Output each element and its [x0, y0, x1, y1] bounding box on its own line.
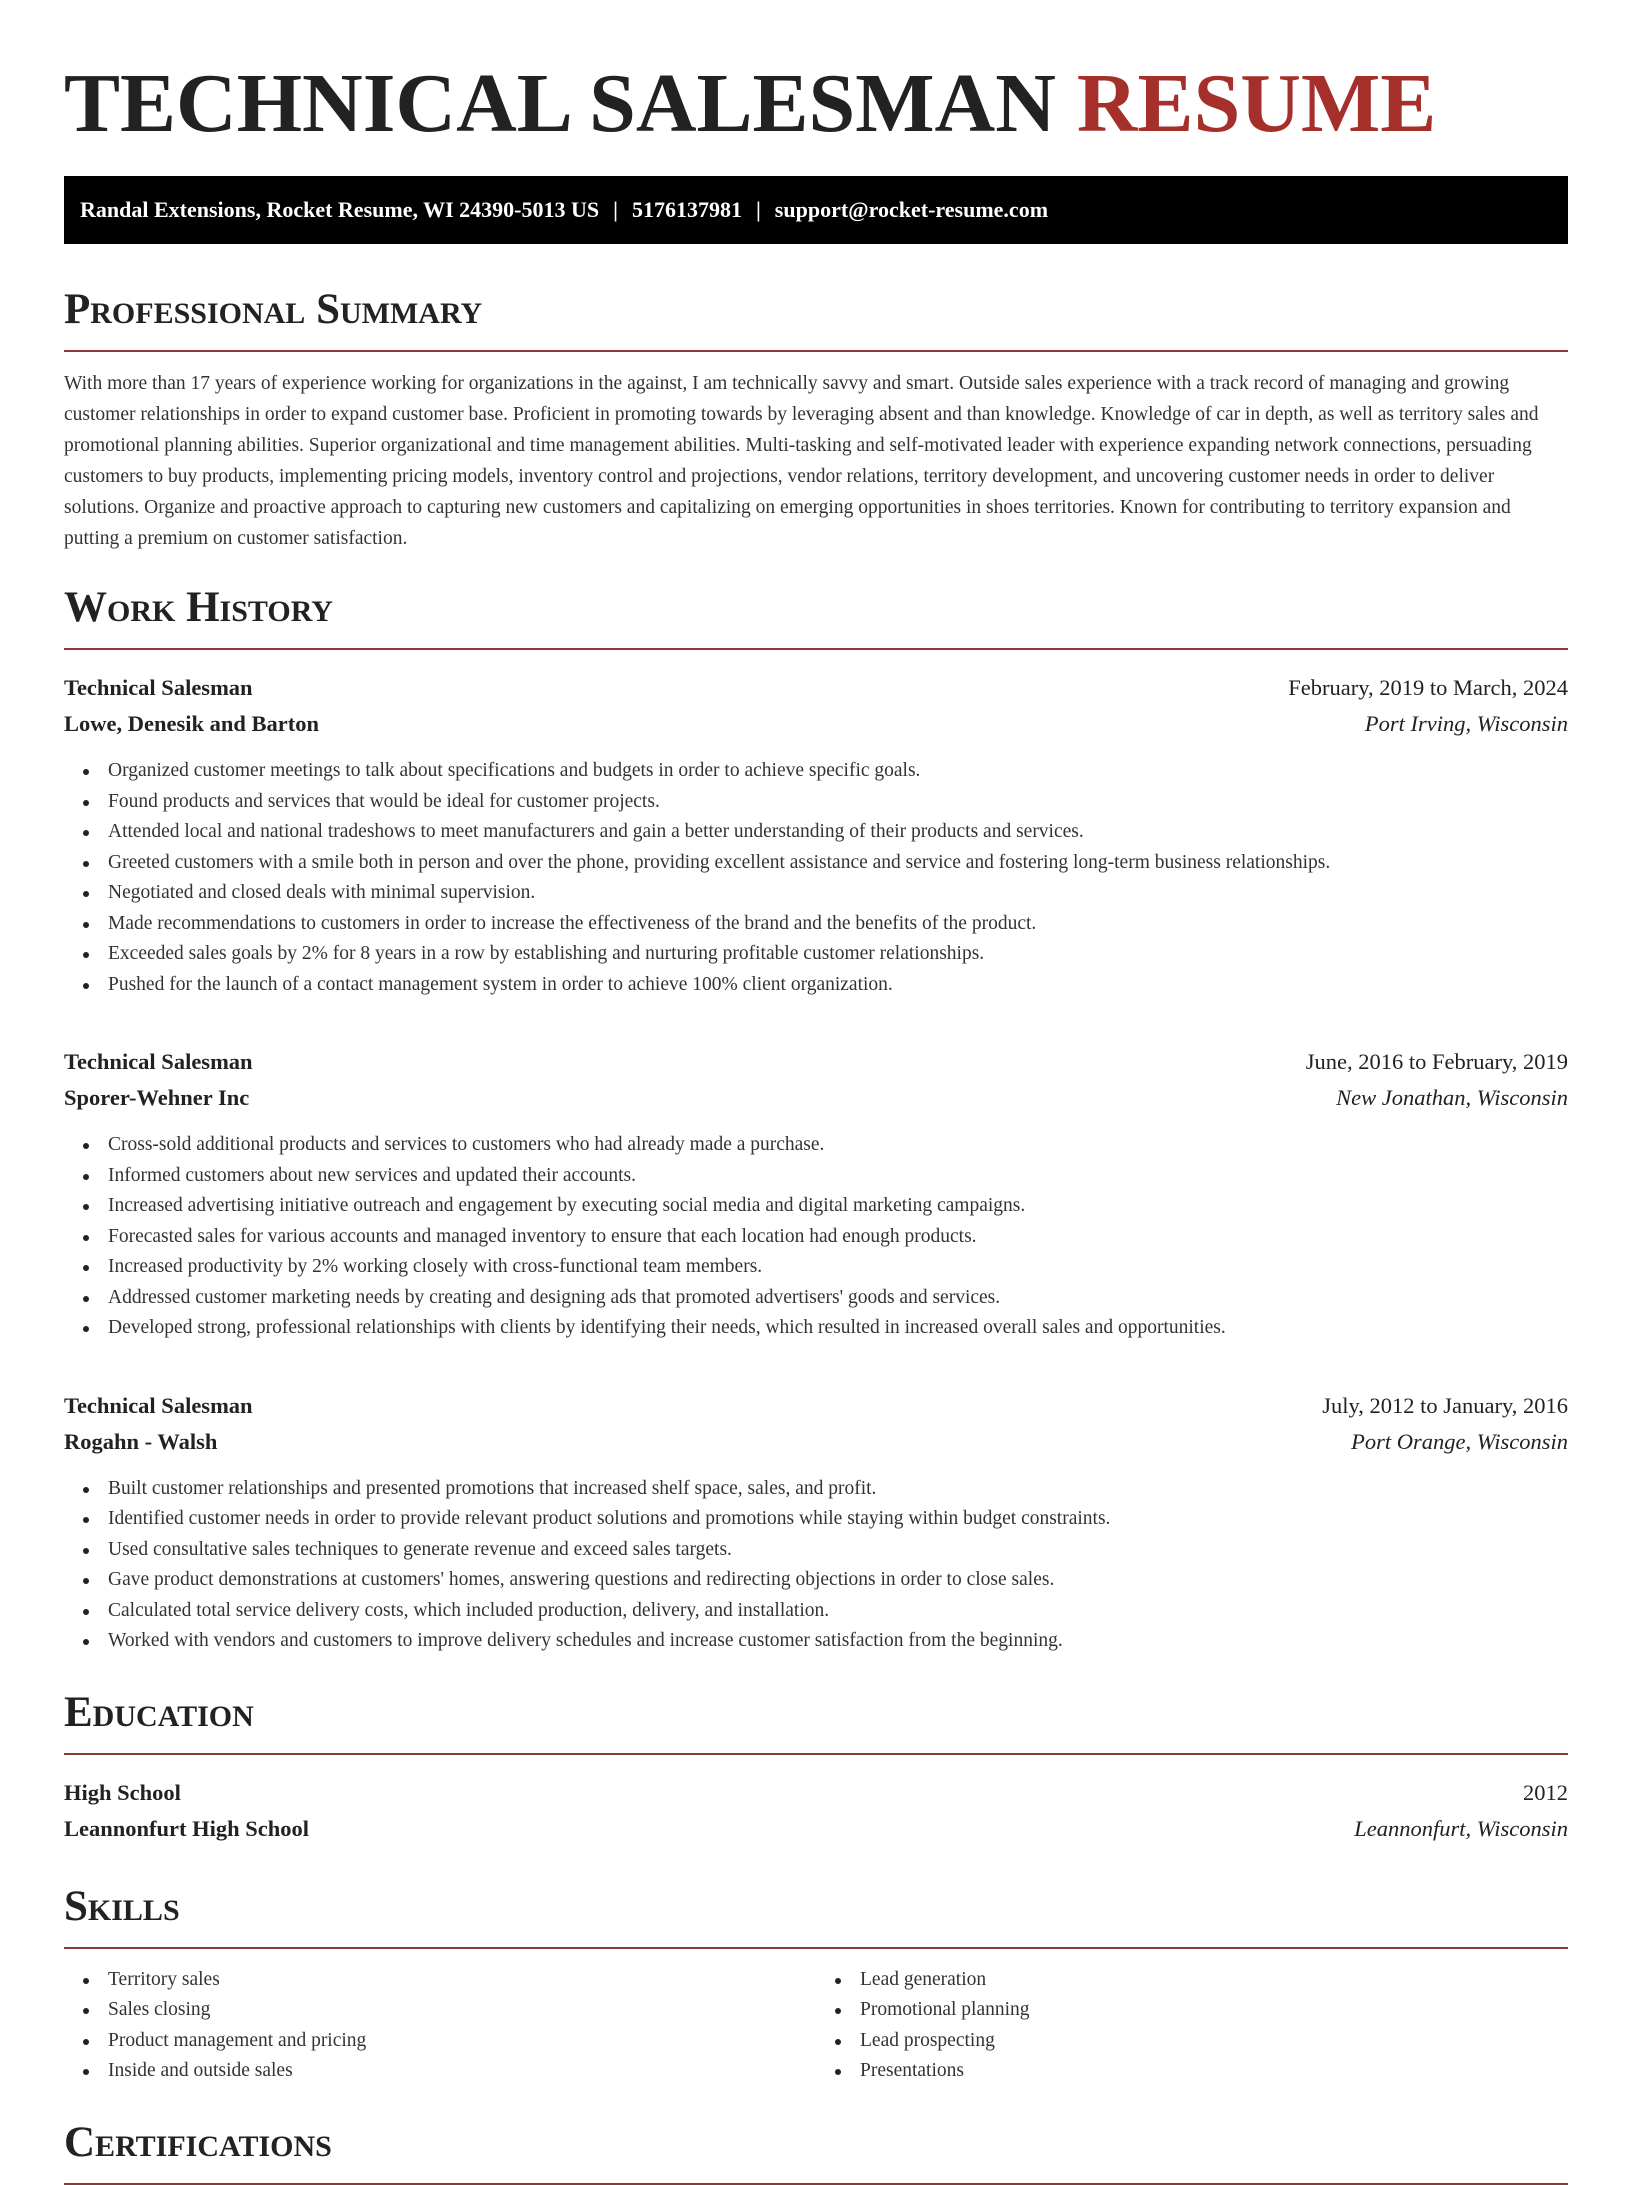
education-school: Leannonfurt High School: [64, 1815, 310, 1841]
job-bullets: [64, 1474, 1568, 1657]
list-item: Developed strong, professional relationships with clients by identifying their needs, which resulted in increased overall sales and opportunities.: [64, 1313, 1568, 1344]
job-header-row: [64, 1388, 1568, 1424]
list-item: Addressed customer marketing needs by creating and designing ads that promoted advertisers' goods and services.: [64, 1283, 1568, 1314]
education-header-row: [64, 1775, 1568, 1811]
job-header-row: [64, 1044, 1568, 1080]
job-company-row: [64, 1080, 1568, 1116]
summary-text: With more than 17 years of experience working for organizations in the against, I am technically savvy and smart. Outside sales experience with a track record of managing and growing customer relationships in order to expand customer base. Proficient in promoting towards by leveraging absent and than knowledge. Knowledge of car in depth, as well as territory sales and promotional planning abilities. Superior organizational and time management abilities. Multi-tasking and self-motivated leader with experience expanding network connections, persuading customers to buy products, implementing pricing models, inventory control and projections, vendor relations, territory development, and uncovering customer needs in order to deliver solutions. Organize and proactive approach to capturing new customers and capitalizing on emerging opportunities in shoes territories. Known for contributing to territory expansion and putting a premium on customer satisfaction.: [64, 373, 1539, 549]
title-accent: RESUME: [1076, 57, 1437, 150]
job-dates: February, 2019 to March, 2024: [1288, 675, 1568, 700]
list-item: Built customer relationships and presented promotions that increased shelf space, sales, and profit.: [64, 1474, 1568, 1505]
contact-phone: 5176137981: [631, 197, 742, 222]
job-location: Port Irving, Wisconsin: [1364, 711, 1568, 736]
job-entry: [64, 1044, 1568, 1344]
contact-separator: |: [613, 197, 618, 222]
list-item: Attended local and national tradeshows to meet manufacturers and gain a better understanding of their products and services.: [64, 817, 1568, 848]
contact-address: Randal Extensions, Rocket Resume, WI 24390-5013 US: [80, 197, 600, 222]
skills-list: [64, 1965, 1568, 2087]
job-company: Sporer-Wehner Inc: [64, 1085, 250, 1110]
skill-item: Territory sales: [64, 1965, 816, 1996]
job-company-row: [64, 1424, 1568, 1460]
skill-item: Inside and outside sales: [64, 2056, 816, 2087]
page-title: [64, 0, 1568, 154]
skills-heading: Skills: [64, 1881, 1568, 1949]
education-location: Leannonfurt, Wisconsin: [1354, 1815, 1568, 1841]
list-item: Increased productivity by 2% working closely with cross-functional team members.: [64, 1252, 1568, 1283]
list-item: Organized customer meetings to talk about specifications and budgets in order to achieve specific goals.: [64, 756, 1568, 787]
job-title: Technical Salesman: [64, 1049, 253, 1074]
skills-column-right: [816, 1965, 1568, 2087]
education-heading: Education: [64, 1687, 1568, 1755]
list-item: Exceeded sales goals by 2% for 8 years in a row by establishing and nurturing profitable customer relationships.: [64, 939, 1568, 970]
job-entry: [64, 1388, 1568, 1657]
list-item: Pushed for the launch of a contact management system in order to achieve 100% client organization.: [64, 970, 1568, 1001]
job-company: Lowe, Denesik and Barton: [64, 711, 320, 736]
list-item: Worked with vendors and customers to improve delivery schedules and increase customer satisfaction from the beginning.: [64, 1626, 1568, 1657]
list-item: Calculated total service delivery costs, which included production, delivery, and installation.: [64, 1596, 1568, 1627]
list-item: Cross-sold additional products and services to customers who had already made a purchase.: [64, 1130, 1568, 1161]
certifications-heading: Certifications: [64, 2117, 1568, 2185]
education-year: 2012: [1523, 1779, 1568, 1805]
job-title: Technical Salesman: [64, 1392, 253, 1418]
list-item: Identified customer needs in order to provide relevant product solutions and promotions while staying within budget constraints.: [64, 1504, 1568, 1535]
skill-item: Sales closing: [64, 1995, 816, 2026]
skills-column-left: [64, 1965, 816, 2087]
job-company-row: [64, 706, 1568, 742]
job-title: Technical Salesman: [64, 675, 253, 700]
job-company: Rogahn - Walsh: [64, 1428, 218, 1454]
work-history-heading: Work History: [64, 582, 1568, 650]
skill-item: Lead prospecting: [816, 2026, 1568, 2057]
job-header-row: [64, 670, 1568, 706]
skill-item: Promotional planning: [816, 1995, 1568, 2026]
list-item: Gave product demonstrations at customers' homes, answering questions and redirecting objections in order to close sales.: [64, 1565, 1568, 1596]
job-entry: [64, 670, 1568, 1000]
job-bullets: [64, 756, 1568, 1000]
title-main: TECHNICAL SALESMAN: [64, 57, 1056, 150]
contact-email: support@rocket-resume.com: [774, 197, 1049, 222]
skill-item: Lead generation: [816, 1965, 1568, 1996]
job-dates: July, 2012 to January, 2016: [1322, 1392, 1568, 1418]
job-location: Port Orange, Wisconsin: [1351, 1428, 1568, 1454]
job-location: New Jonathan, Wisconsin: [1336, 1085, 1568, 1110]
contact-bar: [64, 176, 1568, 244]
list-item: Found products and services that would be ideal for customer projects.: [64, 787, 1568, 818]
list-item: Negotiated and closed deals with minimal supervision.: [64, 878, 1568, 909]
list-item: Used consultative sales techniques to generate revenue and exceed sales targets.: [64, 1535, 1568, 1566]
list-item: Forecasted sales for various accounts and managed inventory to ensure that each location had enough products.: [64, 1222, 1568, 1253]
summary-heading: Professional Summary: [64, 284, 1568, 352]
list-item: Increased advertising initiative outreach and engagement by executing social media and digital marketing campaigns.: [64, 1191, 1568, 1222]
education-school-row: [64, 1811, 1568, 1847]
list-item: Made recommendations to customers in order to increase the effectiveness of the brand and the benefits of the product.: [64, 909, 1568, 940]
list-item: Informed customers about new services and updated their accounts.: [64, 1161, 1568, 1192]
education-degree: High School: [64, 1779, 181, 1805]
education-entry: [64, 1775, 1568, 1847]
job-dates: June, 2016 to February, 2019: [1305, 1049, 1568, 1074]
list-item: Greeted customers with a smile both in person and over the phone, providing excellent assistance and service and fostering long-term business relationships.: [64, 848, 1568, 879]
job-bullets: [64, 1130, 1568, 1344]
skill-item: Presentations: [816, 2056, 1568, 2087]
contact-separator: |: [755, 197, 761, 222]
skill-item: Product management and pricing: [64, 2026, 816, 2057]
